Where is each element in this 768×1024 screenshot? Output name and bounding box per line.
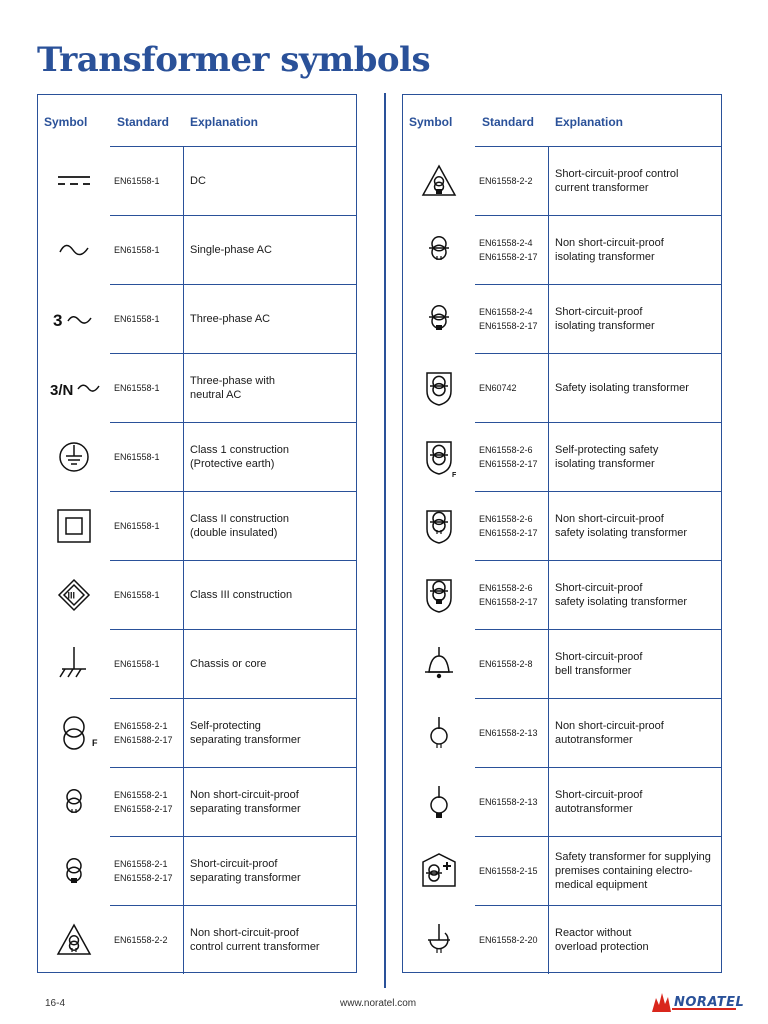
dc-symbol-icon <box>38 146 110 215</box>
medical-safety-transformer-icon <box>403 836 475 905</box>
table-row <box>38 836 356 905</box>
explanation-text: Short-circuit-proof control current transformer <box>555 167 679 194</box>
scp-autotransformer-icon <box>403 767 475 836</box>
explanation-text: Class III construction <box>190 588 293 601</box>
non-scp-control-current-transformer-icon <box>38 905 110 974</box>
standard-code: EN61558-2-17 <box>114 803 173 814</box>
standard-cell <box>114 353 182 422</box>
scp-safety-isolating-transformer-icon <box>403 560 475 629</box>
standard-cell <box>114 629 182 698</box>
standard-code: EN61558-2-6 <box>479 513 533 524</box>
table-row <box>38 215 356 284</box>
explanation-cell <box>190 146 354 215</box>
explanation-text: Non short-circuit-proof control current transformer <box>190 926 320 953</box>
logo-text: NORATEL <box>674 995 745 1010</box>
table-row <box>403 836 721 905</box>
three-phase-neutral-ac-icon <box>38 353 110 422</box>
three-phase-ac-icon <box>38 284 110 353</box>
table-row <box>38 560 356 629</box>
explanation-text: Short-circuit-proof isolating transformer <box>555 305 655 332</box>
table-row <box>403 560 721 629</box>
reactor-icon <box>403 905 475 974</box>
table-row <box>38 146 356 215</box>
standard-code: EN61558-2-17 <box>479 596 538 607</box>
explanation-cell <box>190 284 354 353</box>
table-row <box>38 284 356 353</box>
svg-text:F: F <box>452 472 457 479</box>
scp-bell-transformer-icon <box>403 629 475 698</box>
explanation-cell <box>555 215 719 284</box>
standard-code: EN61558-1 <box>114 589 160 600</box>
table-row <box>403 284 721 353</box>
explanation-cell <box>190 767 354 836</box>
table-row <box>403 905 721 974</box>
explanation-cell <box>190 698 354 767</box>
standard-code: EN61558-2-1 <box>114 789 168 800</box>
standard-cell <box>479 146 547 215</box>
table-row <box>38 353 356 422</box>
scp-bell-transformer-icon <box>403 629 475 698</box>
non-scp-safety-isolating-transformer-icon <box>403 491 475 560</box>
table-row <box>38 422 356 491</box>
table-row <box>403 767 721 836</box>
explanation-text: Short-circuit-proof bell transformer <box>555 650 643 677</box>
class-iii-icon <box>38 560 110 629</box>
svg-text:III: III <box>67 590 76 601</box>
explanation-cell <box>555 491 719 560</box>
standard-cell <box>479 215 547 284</box>
standard-code: EN61558-2-4 <box>479 306 533 317</box>
standard-cell <box>114 215 182 284</box>
symbol-table-left <box>37 94 357 973</box>
page-number: 16-4 <box>45 998 66 1009</box>
standard-code: EN61558-2-2 <box>479 175 533 186</box>
standard-code: EN61558-2-2 <box>114 934 168 945</box>
standard-cell <box>114 905 182 974</box>
explanation-text: Single-phase AC <box>190 243 272 256</box>
column-divider <box>384 93 386 988</box>
scp-control-current-transformer-icon <box>403 146 475 215</box>
table-row <box>403 146 721 215</box>
explanation-cell <box>555 629 719 698</box>
standard-cell <box>114 284 182 353</box>
explanation-text: DC <box>190 174 206 187</box>
svg-text:F: F <box>92 738 98 748</box>
explanation-cell <box>190 629 354 698</box>
column-header-explanation: Explanation <box>190 115 259 129</box>
standard-cell <box>479 353 547 422</box>
safety-isolating-transformer-icon <box>403 353 475 422</box>
non-scp-autotransformer-icon <box>403 698 475 767</box>
explanation-text: Three-phase with neutral AC <box>190 374 275 401</box>
explanation-cell <box>555 353 719 422</box>
table-row <box>38 905 356 974</box>
standard-code: EN61558-1 <box>114 382 160 393</box>
standard-cell <box>114 146 182 215</box>
column-header-standard: Standard <box>117 115 170 129</box>
medical-safety-transformer-icon <box>403 836 475 905</box>
noratel-logo <box>650 990 745 1014</box>
explanation-text: Safety transformer for supplying premises containing electro- medical equipment <box>555 850 711 891</box>
svg-text:3: 3 <box>53 311 63 330</box>
explanation-cell <box>555 767 719 836</box>
column-header-symbol: Symbol <box>44 115 88 129</box>
standard-code: EN61558-1 <box>114 451 160 462</box>
standard-code: EN61558-2-4 <box>479 237 533 248</box>
explanation-cell <box>190 353 354 422</box>
self-protecting-safety-isolating-transformer-icon <box>403 422 475 491</box>
column-header-symbol: Symbol <box>409 115 453 129</box>
standard-code: EN61558-2-13 <box>479 727 538 738</box>
table-row <box>38 629 356 698</box>
double-insulated-icon <box>38 491 110 560</box>
safety-isolating-transformer-icon <box>403 353 475 422</box>
explanation-cell <box>190 560 354 629</box>
standard-code: EN61558-2-13 <box>479 796 538 807</box>
standard-code: EN61558-2-20 <box>479 934 538 945</box>
scp-isolating-transformer-icon <box>403 284 475 353</box>
non-scp-autotransformer-icon <box>403 698 475 767</box>
standard-code: EN60742 <box>479 382 517 393</box>
explanation-cell <box>190 491 354 560</box>
column-header-explanation: Explanation <box>555 115 624 129</box>
explanation-text: Class II construction (double insulated) <box>190 512 290 539</box>
explanation-text: Short-circuit-proof autotransformer <box>555 788 643 815</box>
standard-cell <box>479 905 547 974</box>
standard-code: EN61558-2-17 <box>479 251 538 262</box>
standard-cell <box>479 560 547 629</box>
table-row <box>403 215 721 284</box>
non-scp-isolating-transformer-icon <box>403 215 475 284</box>
table-row <box>403 698 721 767</box>
standard-code: EN61558-1 <box>114 175 160 186</box>
standard-cell <box>114 836 182 905</box>
explanation-text: Short-circuit-proof safety isolating transformer <box>555 581 688 608</box>
footer-url[interactable]: www.noratel.com <box>340 998 417 1009</box>
standard-cell <box>479 284 547 353</box>
table-row <box>403 353 721 422</box>
standard-code: EN61558-2-17 <box>479 527 538 538</box>
explanation-text: Chassis or core <box>190 657 267 670</box>
explanation-text: Non short-circuit-proof isolating transformer <box>555 236 664 263</box>
non-scp-safety-isolating-transformer-icon <box>403 491 475 560</box>
explanation-text: Three-phase AC <box>190 312 271 325</box>
standard-cell <box>114 767 182 836</box>
scp-control-current-transformer-icon <box>403 146 475 215</box>
explanation-text: Short-circuit-proof separating transformer <box>190 857 301 884</box>
reactor-icon <box>403 905 475 974</box>
single-phase-ac-icon <box>38 215 110 284</box>
symbol-table-right <box>402 94 722 973</box>
standard-cell <box>114 560 182 629</box>
scp-separating-transformer-icon <box>38 836 110 905</box>
self-protecting-separating-transformer-icon <box>38 698 110 767</box>
standard-code: EN61588-2-17 <box>114 734 173 745</box>
explanation-text: Self-protecting safety isolating transformer <box>555 443 659 470</box>
explanation-cell <box>555 146 719 215</box>
single-phase-ac-icon <box>38 215 110 284</box>
explanation-cell <box>190 905 354 974</box>
standard-cell <box>479 767 547 836</box>
page-title: Transformer symbols <box>37 40 431 80</box>
scp-separating-transformer-icon <box>38 836 110 905</box>
standard-code: EN61558-1 <box>114 244 160 255</box>
explanation-cell <box>555 284 719 353</box>
standard-code: EN61558-2-15 <box>479 865 538 876</box>
class-iii-icon <box>38 560 110 629</box>
table-rows-left <box>38 146 356 974</box>
standard-code: EN61558-2-8 <box>479 658 533 669</box>
scp-autotransformer-icon <box>403 767 475 836</box>
standard-cell <box>114 698 182 767</box>
explanation-cell <box>555 905 719 974</box>
explanation-cell <box>555 698 719 767</box>
non-scp-separating-transformer-icon <box>38 767 110 836</box>
chassis-ground-icon <box>38 629 110 698</box>
scp-safety-isolating-transformer-icon <box>403 560 475 629</box>
table-row <box>403 491 721 560</box>
dc-symbol-icon <box>38 146 110 215</box>
table-row <box>403 422 721 491</box>
non-scp-control-current-transformer-icon <box>38 905 110 974</box>
standard-cell <box>114 491 182 560</box>
protective-earth-icon <box>38 422 110 491</box>
standard-code: EN61558-2-17 <box>114 872 173 883</box>
explanation-text: Non short-circuit-proof separating transformer <box>190 788 301 815</box>
explanation-cell <box>555 422 719 491</box>
standard-cell <box>114 422 182 491</box>
table-rows-right <box>403 146 721 974</box>
explanation-text: Non short-circuit-proof autotransformer <box>555 719 664 746</box>
explanation-text: Non short-circuit-proof safety isolating transformer <box>555 512 688 539</box>
non-scp-isolating-transformer-icon <box>403 215 475 284</box>
standard-code: EN61558-2-17 <box>479 458 538 469</box>
three-phase-neutral-ac-icon <box>38 353 110 422</box>
three-phase-ac-icon <box>38 284 110 353</box>
table-row <box>38 491 356 560</box>
table-row <box>38 767 356 836</box>
chassis-ground-icon <box>38 629 110 698</box>
scp-isolating-transformer-icon <box>403 284 475 353</box>
double-insulated-icon <box>38 491 110 560</box>
explanation-text: Safety isolating transformer <box>555 381 689 394</box>
standard-cell <box>479 698 547 767</box>
protective-earth-icon <box>38 422 110 491</box>
table-row <box>403 629 721 698</box>
self-protecting-separating-transformer-icon <box>38 698 110 767</box>
explanation-text: Self-protecting separating transformer <box>190 719 301 746</box>
standard-code: EN61558-1 <box>114 520 160 531</box>
standard-code: EN61558-2-17 <box>479 320 538 331</box>
self-protecting-safety-isolating-transformer-icon <box>403 422 475 491</box>
column-header-standard: Standard <box>482 115 535 129</box>
explanation-text: Reactor without overload protection <box>555 926 649 953</box>
explanation-cell <box>190 836 354 905</box>
standard-cell <box>479 422 547 491</box>
explanation-cell <box>555 836 719 905</box>
standard-code: EN61558-1 <box>114 658 160 669</box>
standard-cell <box>479 836 547 905</box>
standard-code: EN61558-2-1 <box>114 858 168 869</box>
standard-cell <box>479 629 547 698</box>
standard-code: EN61558-2-1 <box>114 720 168 731</box>
table-row <box>38 698 356 767</box>
standard-code: EN61558-2-6 <box>479 444 533 455</box>
explanation-text: Class 1 construction (Protective earth) <box>190 443 290 470</box>
standard-cell <box>479 491 547 560</box>
svg-text:3/N: 3/N <box>50 382 74 399</box>
explanation-cell <box>190 422 354 491</box>
explanation-cell <box>190 215 354 284</box>
standard-code: EN61558-2-6 <box>479 582 533 593</box>
explanation-cell <box>555 560 719 629</box>
non-scp-separating-transformer-icon <box>38 767 110 836</box>
standard-code: EN61558-1 <box>114 313 160 324</box>
